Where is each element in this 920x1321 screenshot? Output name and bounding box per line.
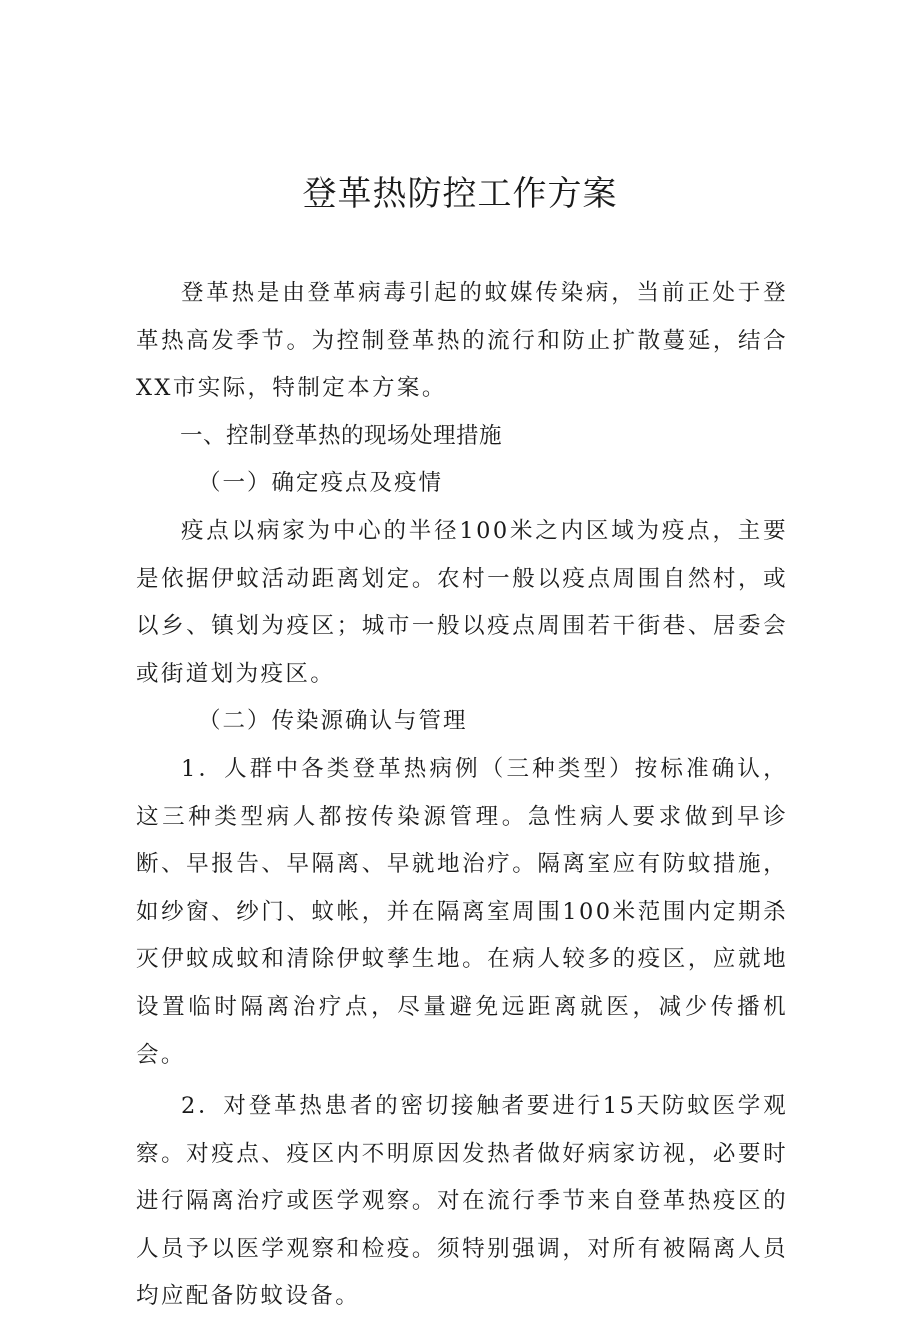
subsection-heading-2: （二）传染源确认与管理 [198, 708, 468, 735]
document-body [136, 270, 788, 1321]
epidemic-point-paragraph: 疫点以病家为中心的半径100米之内区域为疫点，主要是依据伊蚊活动距离划定。农村一般以疫点周围自然村，或以乡、镇划为疫区；城市一般以疫点周围若干街巷、居委会或街道划为疫区。 [136, 517, 788, 687]
intro-paragraph: 登革热是由登革病毒引起的蚊媒传染病，当前正处于登革热高发季节。为控制登革热的流行和防止扩散蔓延，结合XX市实际，特制定本方案。 [136, 280, 788, 402]
section-heading-1: 一、控制登革热的现场处理措施 [180, 422, 503, 449]
document-title: 登革热防控工作方案 [302, 174, 618, 214]
subsection-heading-1: （一）确定疫点及疫情 [198, 470, 444, 497]
item-1-paragraph: 1．人群中各类登革热病例（三种类型）按标准确认，这三种类型病人都按传染源管理。急性病人要求做到早诊断、早报告、早隔离、早就地治疗。隔离室应有防蚊措施，如纱窗、纱门、蚊帐，并在隔离室周围100米范围内定期杀灭伊蚊成蚊和清除伊蚊孳生地。在病人较多的疫区，应就地设置临时隔离治疗点，尽量避免远距离就医，减少传播机会。 [136, 755, 788, 1068]
item-2-paragraph: 2．对登革热患者的密切接触者要进行15天防蚊医学观察。对疫点、疫区内不明原因发热者做好病家访视，必要时进行隔离治疗或医学观察。对在流行季节来自登革热疫区的人员予以医学观察和检疫。须特别强调，对所有被隔离人员均应配备防蚊设备。 [136, 1093, 788, 1310]
